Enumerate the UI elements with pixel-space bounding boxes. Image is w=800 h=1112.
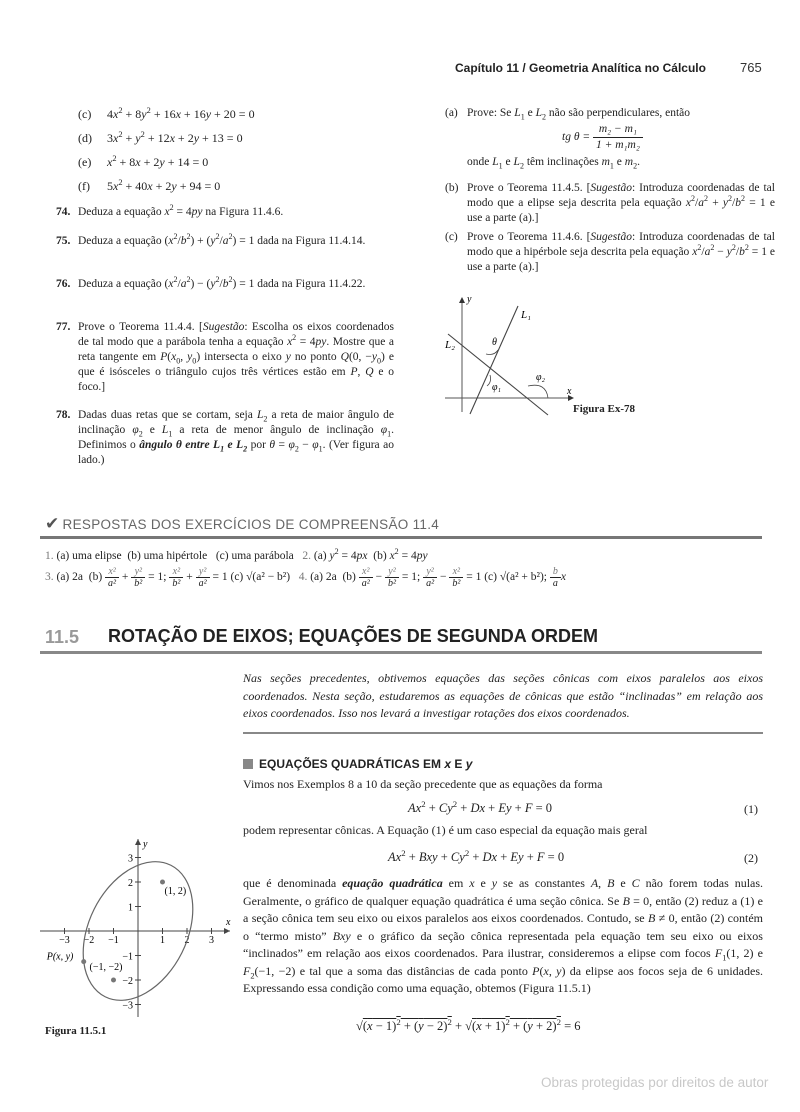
square-bullet-icon: [243, 759, 253, 769]
section-number: 11.5: [45, 627, 80, 647]
figure-11-5-1: [40, 835, 240, 1020]
focus-label: (−1, −2): [89, 962, 123, 973]
exercise-number: 74.: [56, 206, 71, 218]
ex78-part-c: [445, 230, 775, 275]
answer-part: (b): [88, 571, 103, 584]
equation-item-d: [78, 131, 243, 146]
answer-number: 4.: [298, 571, 308, 584]
x-tick-label: 2: [184, 935, 190, 946]
section-intro: Nas seções precedentes, obtivemos equações das seções cônicas com eixos paralelos aos eixos coordenados. Nesta seção, estudaremos as equações de cônicas que estão “inclinadas” em relação aos eixos coordenados. Isso nos levará a investigar rotações dos eixos coordenados.: [243, 671, 763, 720]
exercise-text: Deduza a equação $x^2 = 4py$ na Figura 11.4.6.: [78, 203, 284, 218]
answer-part: (b): [342, 571, 356, 584]
watermark: Obras protegidas por direitos de autor: [541, 1075, 769, 1090]
label-phi2: φ₂: [536, 372, 546, 383]
figure-ex78: [440, 290, 580, 420]
divider: [243, 732, 763, 734]
x-tick-label: 1: [160, 935, 165, 946]
equation-1: $Ax^2 + Cy^2 + Dx + Ey + F = 0$: [408, 798, 553, 815]
y-axis-arrow-icon: [135, 839, 141, 845]
page-number: 765: [740, 60, 762, 75]
point-P-label: P(x, y): [46, 951, 74, 963]
answer-part: (c) √(a² + b²);: [484, 571, 547, 584]
x-tick-label: −2: [83, 935, 95, 946]
label-phi1: φ₁: [492, 382, 502, 393]
y-tick-label: −2: [122, 976, 133, 987]
answer-line-1: 1. (a) uma elipse (b) uma hipértole (c) uma parábola 2. (a) $y^2 = 4px$ (b) $x^2 = 4py$: [45, 547, 428, 562]
paragraph: podem representar cônicas. A Equação (1) é um caso especial da equação mais geral: [243, 823, 648, 837]
equation-item-f: [78, 179, 220, 194]
exercise-78: [56, 408, 394, 468]
line-L2: [448, 334, 548, 415]
exercise-number: 78.: [56, 409, 71, 421]
subsection-title: EQUAÇÕES QUADRÁTICAS EM x E y: [259, 757, 473, 771]
running-head: Capítulo 11 / Geometria Analítica no Cálculo: [455, 61, 706, 75]
equation-item-c: [78, 107, 255, 122]
part-text-after: onde $L_1$ e $L_2$ têm inclinações $m_1$ e $m_2$.: [467, 156, 640, 171]
exercise-text: Deduza a equação $(x^2/a^2) - (y^2/b^2) = 1$ dada na Figura 11.4.22.: [78, 275, 366, 290]
equation-text: $3x^2 + y^2 + 12x + 2y + 13 = 0$: [107, 130, 243, 145]
exercise-number: 76.: [56, 278, 71, 290]
equation-3: $√(x - 1)^2 + (y - 2)^2 + √(x + 1)^2 + (y + 2)^2 = 6$: [356, 1016, 581, 1033]
part-label: (c): [445, 231, 458, 243]
figure-caption: Figura 11.5.1: [45, 1025, 107, 1037]
part-label: (a): [445, 107, 458, 119]
equation-number: (1): [744, 802, 758, 816]
equation-number: (2): [744, 851, 758, 865]
exercise-number: 77.: [56, 321, 71, 333]
axis-label-y: y: [143, 839, 148, 850]
formula-denominator: 1 + m₁m₂: [595, 139, 640, 151]
answers-title-text: RESPOSTAS DOS EXERCÍCIOS DE COMPREENSÃO 11.4: [62, 517, 440, 532]
exercise-74: [56, 205, 394, 220]
answer-line-2: 3. (a) 2a (b) $\frac{\text{x²}}{\text{a²}}$ + $\frac{\text{y²}}{\text{b²}}$ = 1; $\frac{\text{x²}}{\text{b²}}$ + $\frac{\text{y²}}{\text{a²}}$ = 1 (c) √(a² − b²) 4. (a) 2a (b) $\frac{\text{x²}}{\text{a²}}$ − $\frac{\text{y²}}{\text{b²}}$ = 1; $\frac{\text{y²}}{\text{a²}}$ − $\frac{\text{x²}}{\text{b²}}$ = 1 (c) √(a² + b²); $\frac{b}{a}$ x: [45, 566, 566, 589]
label-y: y: [467, 294, 472, 305]
answer-part: (c) √(a² − b²): [230, 571, 291, 584]
answers-heading: [45, 514, 439, 534]
formula-numerator: m₂ − m₁: [593, 122, 643, 138]
section-title: ROTAÇÃO DE EIXOS; EQUAÇÕES DE SEGUNDA ORDEM: [108, 626, 599, 646]
exercise-text: Dadas duas retas que se cortam, seja $L_2$ a reta de maior ângulo de inclinação $\varphi_2$ e $L_1$ a reta de menor ângulo de inclinação $\varphi_1$. Definimos o ângulo θ entre $L_1$ e $L_2$ por $\theta = \varphi_2 - \varphi_1$. (Ver figura ao lado.): [78, 409, 394, 466]
equation-2: $Ax^2$ + Bxy + $Cy^2 + Dx + Ey + F = 0$: [388, 847, 565, 864]
part-text: Prove o Teorema 11.4.6. [Sugestão: Introduza coordenadas de tal modo que a hipérbole seja descrita pela equação $x^2/a^2 - y^2/b^2 = 1$ e use a parte (a).]: [467, 231, 775, 273]
point-P: [81, 959, 86, 964]
equation-label: (e): [78, 155, 92, 169]
exercise-75: [56, 234, 394, 249]
focus-label: (1, 2): [164, 886, 187, 897]
answer-part: (a) 2a: [56, 571, 83, 584]
part-label: (b): [445, 182, 459, 194]
equation-item-e: [78, 155, 208, 170]
x-tick-label: 3: [209, 935, 214, 946]
label-L2: L₂: [445, 339, 455, 351]
y-tick-label: 2: [128, 878, 133, 889]
formula-lhs: tg θ =: [562, 131, 591, 144]
equation-text: $4x^2 + 8y^2 + 16x + 16y + 20 = 0$: [107, 106, 255, 121]
paragraph: Vimos nos Exemplos 8 a 10 da seção precedente que as equações da forma: [243, 777, 603, 791]
equation-label: (c): [78, 107, 92, 121]
part-text: Prove: Se $L_1$ e $L_2$ não são perpendiculares, então: [467, 107, 691, 122]
divider: [40, 651, 762, 654]
x-tick-label: −3: [59, 935, 70, 946]
y-tick-label: −1: [122, 951, 133, 963]
y-tick-label: 3: [128, 853, 133, 865]
equation-text: $x^2 + 8x + 2y + 14 = 0$: [107, 154, 209, 169]
label-x: x: [567, 386, 572, 397]
paragraph: que é denominada equação quadrática em x e y se as constantes A, B e C não forem todas nulas. Geralmente, o gráfico de qualquer equação quadrática é uma seção cônica. Se B = 0, então (2) reduz a (1) e a seção cônica tem seu eixo ou eixos paralelos aos eixos coordenados. Contudo, se B ≠ 0, então (2) contém o “termo misto” Bxy e o gráfico da seção cônica representada pela equação tem seu eixo ou eixos “inclinados” em relação aos eixos coordenados. Para ilustrar, consideremos a elipse com focos $F_1(1$, 2) e $F_2(-1$, −2) e tal que a soma das distâncias de cada ponto P(x, y) da elipse aos focos seja de 6 unidades. Expressando essa condição como uma equação, obtemos (Figura 11.5.1): [243, 876, 764, 995]
tangent-formula: [562, 122, 775, 153]
exercise-76: [56, 277, 394, 292]
divider: [40, 536, 762, 539]
checkmark-icon: ✔: [45, 514, 60, 533]
phi1-arc: [487, 375, 491, 386]
y-tick-label: −3: [122, 1000, 133, 1012]
equation-label: (d): [78, 131, 92, 145]
answer-number: 3.: [45, 571, 54, 584]
exercise-text: Prove o Teorema 11.4.4. [Sugestão: Escolha os eixos coordenados de tal modo que a parábola tenha a equação $x^2 = 4py$. Mostre que a reta tangente em $P(x_0$, $y_0$) intersecta o eixo y no ponto Q(0, $-y_0$) e que é isósceles o triângulo cujos três vértices estão em P, Q e o foco.]: [78, 321, 395, 393]
ex78-part-b: [445, 181, 775, 226]
focus-point: [111, 978, 116, 983]
label-L1: L₁: [521, 309, 531, 321]
focus-point: [160, 880, 165, 885]
exercise-77: [56, 320, 394, 395]
x-axis-arrow-icon: [224, 928, 230, 934]
exercise-text: Deduza a equação $(x^2/b^2) + (y^2/a^2) = 1$ dada na Figura 11.4.14.: [78, 232, 366, 247]
subsection-heading: [243, 757, 472, 771]
ex78-part-a: [445, 106, 775, 170]
y-tick-label: 1: [128, 902, 133, 914]
equation-text: $5x^2 + 40x + 2y + 94 = 0$: [107, 178, 221, 193]
phi2-arc: [528, 385, 548, 398]
label-theta: θ: [492, 337, 497, 348]
equation-label: (f): [78, 179, 90, 193]
exercise-number: 75.: [56, 235, 71, 247]
answer-part: (a) 2a: [310, 571, 337, 584]
axis-label-x: x: [226, 917, 231, 928]
part-text: Prove o Teorema 11.4.5. [Sugestão: Introduza coordenadas de tal modo que a elipse seja descrita pela equação $x^2/a^2 + y^2/b^2 = 1$ e use a parte (a).]: [467, 182, 775, 224]
x-tick-label: −1: [108, 935, 119, 946]
figure-caption: Figura Ex-78: [573, 403, 636, 415]
